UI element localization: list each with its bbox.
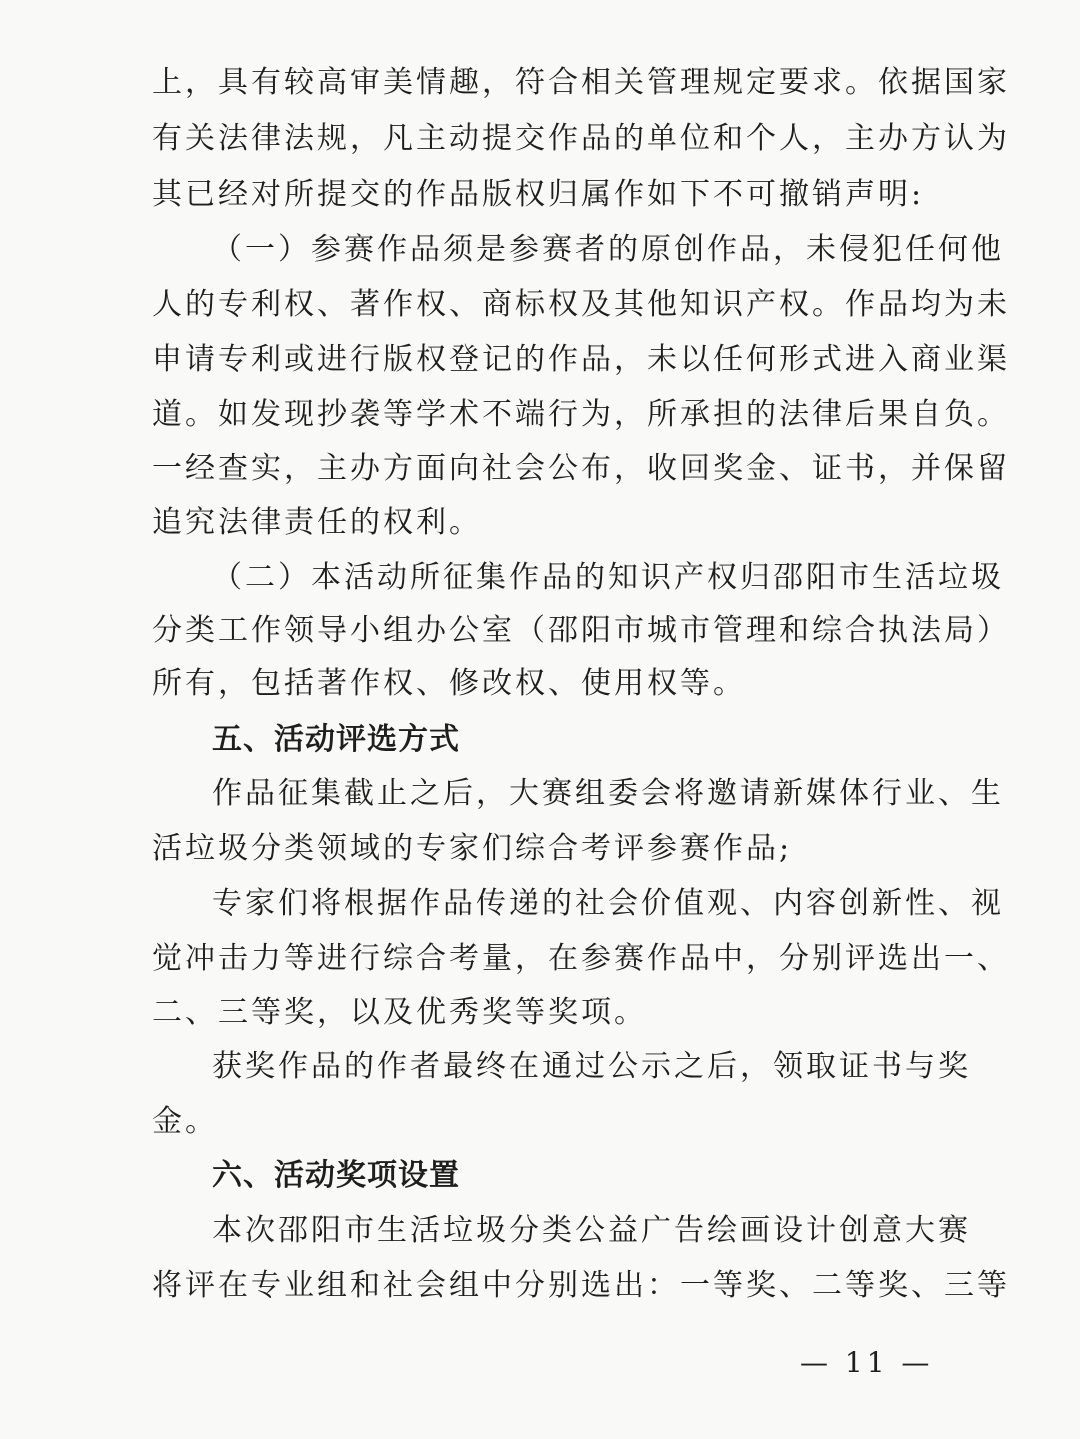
- section-heading-5: 五、活动评选方式: [212, 722, 460, 757]
- text-line: 活垃圾分类领域的专家们综合考评参赛作品;: [152, 831, 793, 866]
- text-line: 一经查实，主办方面向社会公布，收回奖金、证书，并保留: [152, 451, 1010, 486]
- paragraph-start: （二）本活动所征集作品的知识产权归邵阳市生活垃圾: [212, 560, 1004, 595]
- page-number: — 11 —: [800, 1346, 934, 1379]
- paragraph-start: （一）参赛作品须是参赛者的原创作品，未侵犯任何他: [212, 232, 1004, 267]
- text-line: 上，具有较高审美情趣，符合相关管理规定要求。依据国家: [152, 65, 1010, 100]
- paragraph-start: 本次邵阳市生活垃圾分类公益广告绘画设计创意大赛: [212, 1213, 971, 1248]
- text-line: 人的专利权、著作权、商标权及其他知识产权。作品均为未: [152, 287, 1010, 322]
- text-line: 觉冲击力等进行综合考量，在参赛作品中，分别评选出一、: [152, 941, 1010, 976]
- section-heading-6: 六、活动奖项设置: [212, 1158, 460, 1193]
- text-line: 将评在专业组和社会组中分别选出：一等奖、二等奖、三等: [152, 1268, 1010, 1303]
- text-line: 所有，包括著作权、修改权、使用权等。: [152, 666, 746, 701]
- text-line: 分类工作领导小组办公室（邵阳市城市管理和综合执法局）: [152, 613, 1010, 648]
- text-line: 其已经对所提交的作品版权归属作如下不可撤销声明:: [152, 177, 925, 212]
- text-line: 有关法律法规，凡主动提交作品的单位和个人，主办方认为: [152, 121, 1010, 156]
- paragraph-start: 专家们将根据作品传递的社会价值观、内容创新性、视: [212, 886, 1004, 921]
- text-line: 金。: [152, 1104, 218, 1139]
- text-line: 二、三等奖，以及优秀奖等奖项。: [152, 995, 647, 1030]
- text-line: 道。如发现抄袭等学术不端行为，所承担的法律后果自负。: [152, 397, 1010, 432]
- text-line: 追究法律责任的权利。: [152, 505, 482, 540]
- text-line: 申请专利或进行版权登记的作品，未以任何形式进入商业渠: [152, 342, 1010, 377]
- paragraph-start: 作品征集截止之后，大赛组委会将邀请新媒体行业、生: [212, 776, 1004, 811]
- paragraph-start: 获奖作品的作者最终在通过公示之后，领取证书与奖: [212, 1049, 971, 1084]
